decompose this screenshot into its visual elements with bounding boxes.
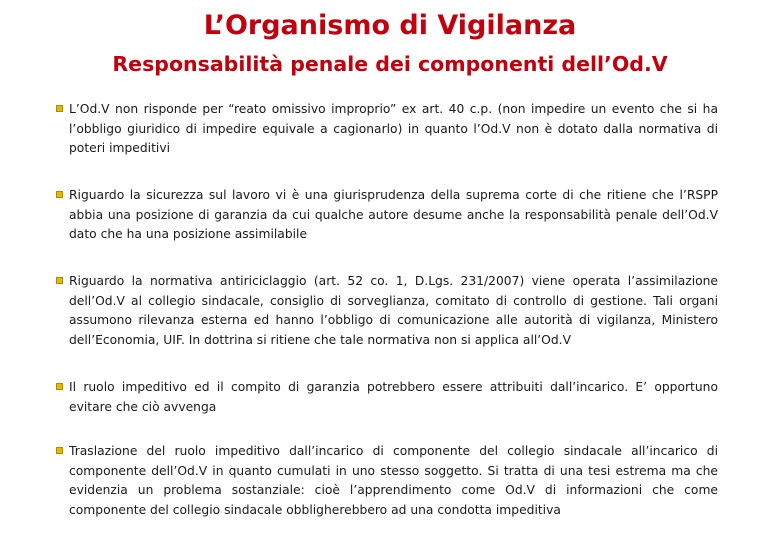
- bullet-square-icon: [56, 277, 63, 284]
- bullet-square-icon: [56, 191, 63, 198]
- bullet-square-icon: [56, 105, 63, 112]
- slide-subtitle: Responsabilità penale dei componenti dell’Od.V: [112, 52, 668, 76]
- bullet-square-icon: [56, 447, 63, 454]
- bullet-text: L’Od.V non risponde per “reato omissivo improprio” ex art. 40 c.p. (non impedire un evento che si ha l’obbligo giuridico di impedire equivale a cagionarlo) in quanto l’Od.V non è dotato dalla normativa di poteri impeditivi: [69, 102, 718, 155]
- bullet-text: Il ruolo impeditivo ed il compito di garanzia potrebbero essere attribuiti dall’incarico. E’ opportuno evitare che ciò avvenga: [69, 380, 718, 414]
- bullet-text: Riguardo la sicurezza sul lavoro vi è una giurisprudenza della suprema corte di che ritiene che l’RSPP abbia una posizione di garanzia da cui qualche autore desume anche la responsabilità penale dell’Od.V dato che ha una posizione assimilabile: [69, 188, 718, 241]
- bullet-text: Riguardo la normativa antiriciclaggio (art. 52 co. 1, D.Lgs. 231/2007) viene operata l’assimilazione dell’Od.V al collegio sindacale, consiglio di sorveglianza, comitato di controllo di gestione. Tali organi assumono rilevanza esterna ed hanno l’obbligo di comunicazione alle autorità di vigilanza, Ministero dell’Economia, UIF. In dottrina si ritiene che tale normativa non si applica all’Od.V: [69, 274, 718, 347]
- bullet-text: Traslazione del ruolo impeditivo dall’incarico di componente del collegio sindacale all’incarico di componente dell’Od.V in quanto cumulati in uno stesso soggetto. Si tratta di una tesi estrema ma che evidenzia un problema sostanziale: cioè l’apprendimento come Od.V di informazioni che come componente del collegio sindacale obbligherebbero ad una condotta impeditiva: [69, 444, 718, 517]
- slide-title: L’Organismo di Vigilanza: [203, 10, 577, 41]
- bullet-square-icon: [56, 383, 63, 390]
